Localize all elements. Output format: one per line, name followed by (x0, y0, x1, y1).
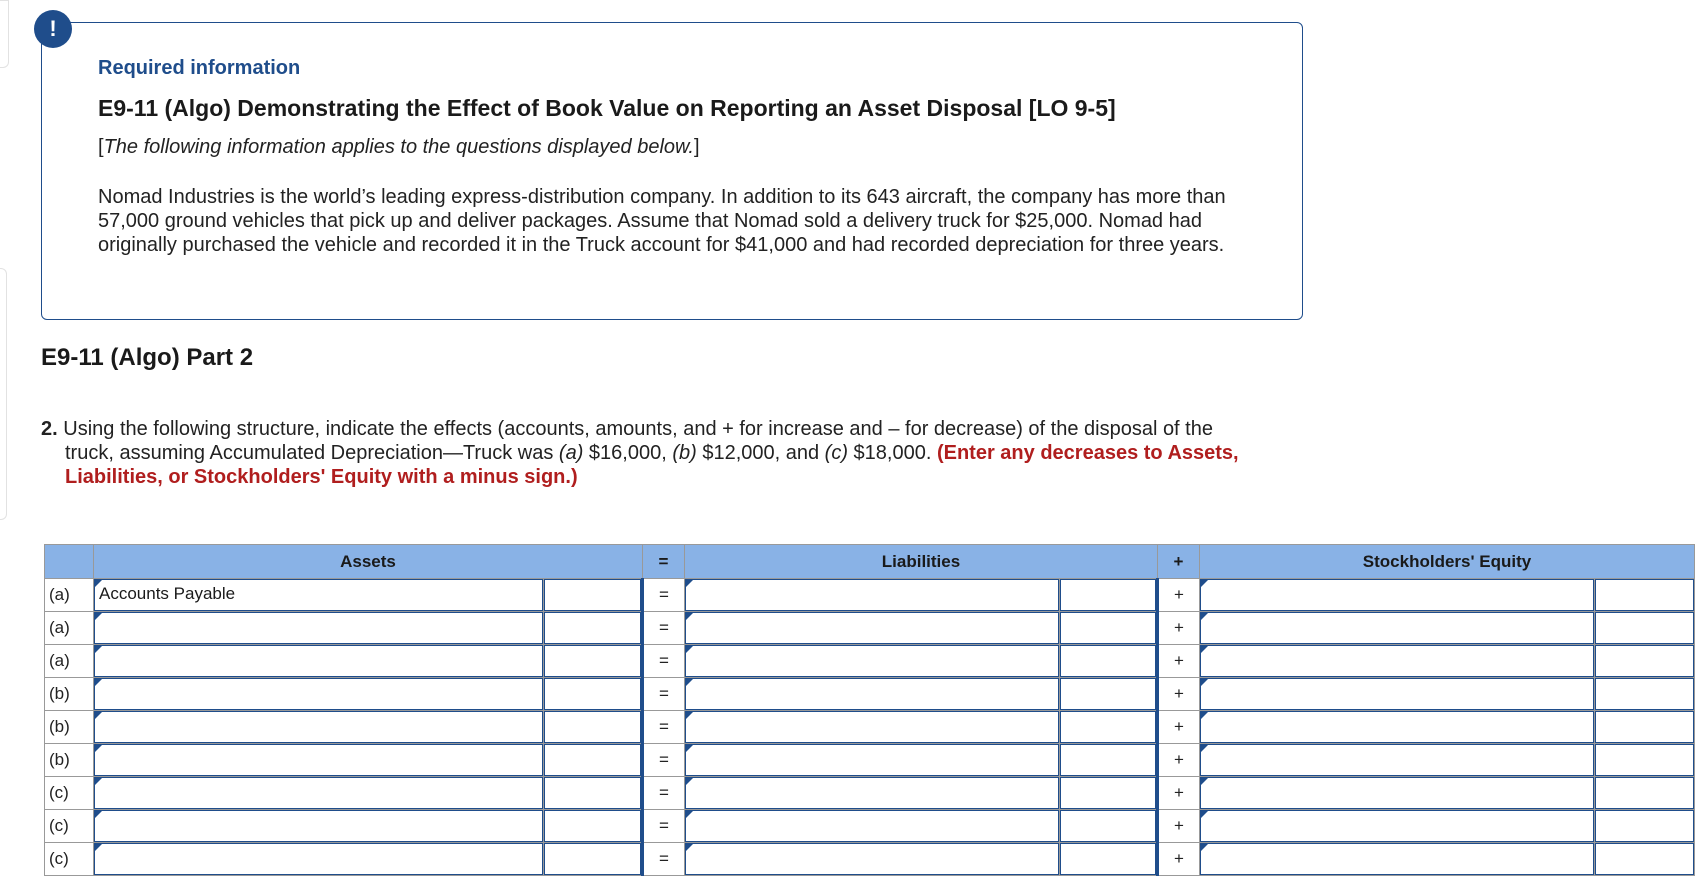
case-c-value: $18,000. (848, 442, 937, 464)
equity-account-input[interactable] (1200, 645, 1594, 677)
plus-sign: + (1158, 744, 1200, 777)
equity-amount-input[interactable] (1595, 744, 1694, 776)
equity-amount-cell (1595, 645, 1695, 678)
equity-amount-input[interactable] (1595, 678, 1694, 710)
liability-amount-cell (1060, 777, 1158, 810)
asset-amount-input[interactable] (544, 678, 641, 710)
table-row (45, 579, 1695, 612)
row-label: (c) (45, 777, 94, 810)
equity-amount-cell (1595, 678, 1695, 711)
applies-note: [The following information applies to the questions displayed below.] (98, 136, 700, 158)
equity-account-cell (1200, 810, 1595, 843)
equals-sign: = (643, 612, 685, 645)
liability-account-input[interactable] (685, 645, 1059, 677)
asset-account-cell (94, 678, 544, 711)
asset-amount-input[interactable] (544, 810, 641, 842)
liability-account-input[interactable] (685, 612, 1059, 644)
equity-amount-input[interactable] (1595, 843, 1694, 875)
asset-account-cell (94, 579, 544, 612)
plus-sign: + (1158, 612, 1200, 645)
liability-amount-input[interactable] (1060, 843, 1156, 875)
question-line-2 (41, 441, 1301, 489)
asset-amount-input[interactable] (544, 645, 641, 677)
exercise-title: E9-11 (Algo) Demonstrating the Effect of Book Value on Reporting an Asset Disposal [LO 9-5] (98, 95, 1116, 121)
liability-amount-input[interactable] (1060, 612, 1156, 644)
equity-account-input[interactable] (1200, 678, 1594, 710)
asset-account-cell (94, 612, 544, 645)
table-header-row (45, 545, 1695, 579)
asset-amount-cell (544, 843, 643, 876)
row-label: (c) (45, 843, 94, 876)
equity-amount-input[interactable] (1595, 579, 1694, 611)
equity-account-input[interactable] (1200, 711, 1594, 743)
row-label: (c) (45, 810, 94, 843)
header-label-spacer (45, 545, 94, 579)
asset-account-input[interactable] (94, 843, 543, 875)
row-label: (a) (45, 579, 94, 612)
equals-sign: = (643, 744, 685, 777)
asset-account-cell (94, 810, 544, 843)
alert-icon: ! (34, 10, 72, 48)
equity-account-cell (1200, 744, 1595, 777)
liability-amount-cell (1060, 810, 1158, 843)
applies-text: The following information applies to the questions displayed below. (103, 136, 694, 158)
asset-account-cell (94, 777, 544, 810)
liability-amount-cell (1060, 711, 1158, 744)
asset-account-input[interactable] (94, 777, 543, 809)
instruction-text: (Enter any decreases to Assets, Liabilities, or Stockholders' Equity with a minus sign.) (65, 442, 1239, 488)
table-row (45, 711, 1695, 744)
asset-amount-cell (544, 810, 643, 843)
asset-amount-cell (544, 777, 643, 810)
table-row (45, 744, 1695, 777)
liability-amount-cell (1060, 843, 1158, 876)
equity-amount-input[interactable] (1595, 645, 1694, 677)
equity-account-cell (1200, 579, 1595, 612)
table-row (45, 777, 1695, 810)
equals-sign: = (643, 645, 685, 678)
asset-account-input[interactable] (94, 810, 543, 842)
asset-account-input[interactable]: Accounts Payable (94, 579, 543, 611)
equity-amount-input[interactable] (1595, 777, 1694, 809)
asset-amount-input[interactable] (544, 777, 641, 809)
equity-amount-cell (1595, 744, 1695, 777)
equity-account-input[interactable] (1200, 777, 1594, 809)
table-row (45, 810, 1695, 843)
case-c-label: (c) (824, 442, 848, 464)
liability-account-cell (685, 843, 1060, 876)
header-liabilities: Liabilities (685, 545, 1158, 579)
liability-amount-input[interactable] (1060, 777, 1156, 809)
asset-amount-cell (544, 645, 643, 678)
plus-sign: + (1158, 645, 1200, 678)
asset-account-cell (94, 645, 544, 678)
header-assets: Assets (94, 545, 643, 579)
row-label: (a) (45, 645, 94, 678)
asset-amount-input[interactable] (544, 579, 641, 611)
sidebar-edge (0, 268, 7, 520)
table-row (45, 843, 1695, 876)
question-line-1: Using the following structure, indicate the effects (accounts, amounts, and + for increase and – for decrease) of the disposal of the (63, 418, 1213, 440)
asset-amount-cell (544, 678, 643, 711)
equity-account-cell (1200, 678, 1595, 711)
asset-account-cell (94, 744, 544, 777)
plus-sign: + (1158, 678, 1200, 711)
liability-amount-cell (1060, 579, 1158, 612)
liability-amount-input[interactable] (1060, 744, 1156, 776)
equity-account-cell (1200, 711, 1595, 744)
case-b-value: $12,000, and (696, 442, 825, 464)
plus-sign: + (1158, 579, 1200, 612)
liability-account-input[interactable] (685, 678, 1059, 710)
liability-amount-cell (1060, 612, 1158, 645)
equity-amount-input[interactable] (1595, 612, 1694, 644)
plus-sign: + (1158, 711, 1200, 744)
liability-amount-cell (1060, 678, 1158, 711)
liability-account-cell (685, 810, 1060, 843)
asset-amount-cell (544, 579, 643, 612)
row-label: (a) (45, 612, 94, 645)
liability-amount-cell (1060, 645, 1158, 678)
equity-amount-cell (1595, 777, 1695, 810)
asset-amount-input[interactable] (544, 843, 641, 875)
equity-account-cell (1200, 843, 1595, 876)
required-information-heading: Required information (98, 57, 301, 79)
row-label: (b) (45, 678, 94, 711)
asset-amount-input[interactable] (544, 612, 641, 644)
equity-amount-cell (1595, 810, 1695, 843)
asset-account-input[interactable] (94, 612, 543, 644)
asset-account-input[interactable] (94, 678, 543, 710)
equity-account-input[interactable] (1200, 810, 1594, 842)
asset-account-cell (94, 843, 544, 876)
asset-amount-cell (544, 744, 643, 777)
asset-account-input[interactable] (94, 645, 543, 677)
equals-sign: = (643, 711, 685, 744)
liability-amount-input[interactable] (1060, 645, 1156, 677)
equals-sign: = (643, 579, 685, 612)
table-row (45, 678, 1695, 711)
liability-amount-input[interactable] (1060, 678, 1156, 710)
header-equity: Stockholders' Equity (1200, 545, 1695, 579)
question-number: 2. (41, 418, 58, 440)
liability-account-cell (685, 678, 1060, 711)
asset-account-input[interactable] (94, 744, 543, 776)
equity-amount-cell (1595, 612, 1695, 645)
accounting-equation-table (44, 544, 1695, 876)
equals-sign: = (643, 843, 685, 876)
liability-amount-cell (1060, 744, 1158, 777)
liability-account-input[interactable] (685, 579, 1059, 611)
equity-account-cell (1200, 612, 1595, 645)
asset-amount-input[interactable] (544, 744, 641, 776)
liability-account-input[interactable] (685, 777, 1059, 809)
asset-account-input[interactable] (94, 711, 543, 743)
equity-account-input[interactable] (1200, 579, 1594, 611)
plus-sign: + (1158, 843, 1200, 876)
liability-amount-input[interactable] (1060, 810, 1156, 842)
liability-amount-input[interactable] (1060, 579, 1156, 611)
equity-account-input[interactable] (1200, 843, 1594, 875)
case-b-label: (b) (672, 442, 697, 464)
case-a-label: (a) (558, 442, 584, 464)
asset-amount-cell (544, 612, 643, 645)
asset-account-cell (94, 711, 544, 744)
row-label: (b) (45, 711, 94, 744)
liability-account-cell (685, 579, 1060, 612)
equals-sign: = (643, 810, 685, 843)
table-row (45, 612, 1695, 645)
scenario-paragraph: Nomad Industries is the world’s leading express-distribution company. In addition to its 643 aircraft, the company has more than 57,000 ground vehicles that pick up and deliver packages. Assume that Nomad sold a delivery truck for $25,000. Nomad had originally purchased the vehicle and recorded it in the Truck account for $41,000 and had recorded depreciation for three years. (98, 186, 1226, 256)
liability-amount-input[interactable] (1060, 711, 1156, 743)
liability-account-input[interactable] (685, 744, 1059, 776)
row-label: (b) (45, 744, 94, 777)
equity-amount-cell (1595, 711, 1695, 744)
liability-account-input[interactable] (685, 711, 1059, 743)
header-plus: + (1158, 545, 1200, 579)
equity-amount-cell (1595, 579, 1695, 612)
asset-amount-cell (544, 711, 643, 744)
liability-account-cell (685, 711, 1060, 744)
case-a-value: $16,000, (583, 442, 673, 464)
liability-account-input[interactable] (685, 810, 1059, 842)
equity-account-cell (1200, 777, 1595, 810)
liability-account-input[interactable] (685, 843, 1059, 875)
plus-sign: + (1158, 810, 1200, 843)
equity-amount-cell (1595, 843, 1695, 876)
plus-sign: + (1158, 777, 1200, 810)
table-row (45, 645, 1695, 678)
sidebar-edge (0, 0, 9, 68)
equity-account-cell (1200, 645, 1595, 678)
liability-account-cell (685, 612, 1060, 645)
asset-amount-input[interactable] (544, 711, 641, 743)
equals-sign: = (643, 678, 685, 711)
equals-sign: = (643, 777, 685, 810)
equity-account-input[interactable] (1200, 744, 1594, 776)
liability-account-cell (685, 744, 1060, 777)
equity-amount-input[interactable] (1595, 810, 1694, 842)
header-equals: = (643, 545, 685, 579)
liability-account-cell (685, 645, 1060, 678)
liability-account-cell (685, 777, 1060, 810)
question-text-2: truck, assuming Accumulated Depreciation—Truck was (65, 442, 559, 464)
equity-amount-input[interactable] (1595, 711, 1694, 743)
question-text (41, 417, 1301, 489)
equity-account-input[interactable] (1200, 612, 1594, 644)
part-title: E9-11 (Algo) Part 2 (41, 344, 254, 371)
